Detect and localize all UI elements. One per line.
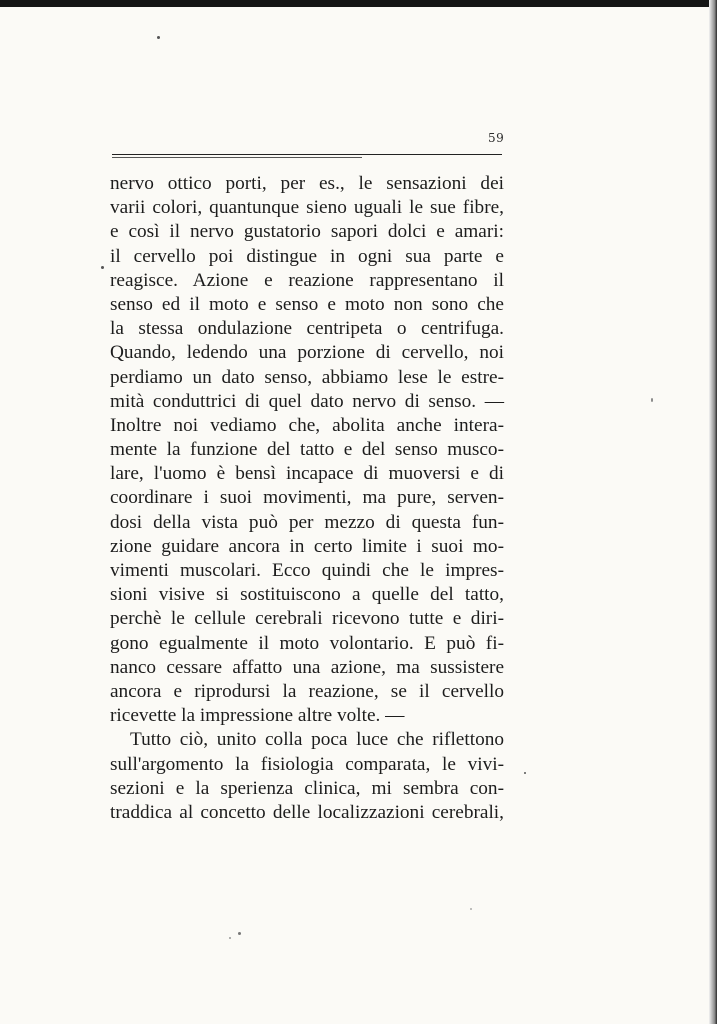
text-line: ancora e riprodursi la reazione, se il cervello <box>110 680 504 702</box>
header-rule <box>112 154 502 155</box>
text-line: mità conduttrici di quel dato nervo di senso. — <box>110 390 504 412</box>
page-top-edge <box>0 0 717 7</box>
text-line: sull'argomento la fisiologia comparata, le vivi- <box>110 753 504 775</box>
header-rule-shadow <box>112 157 362 158</box>
text-line: lare, l'uomo è bensì incapace di muoversi e di <box>110 463 504 485</box>
body-text <box>110 172 504 825</box>
paper-speck <box>651 398 653 402</box>
text-line: gono egualmente il moto volontario. E può fi- <box>110 632 504 654</box>
paper-speck <box>238 932 241 935</box>
text-line: Inoltre noi vediamo che, abolita anche intera- <box>110 414 504 436</box>
text-line: traddica al concetto delle localizzazioni cerebrali, <box>110 801 504 823</box>
text-line: Quando, ledendo una porzione di cervello, noi <box>110 342 504 364</box>
paper-speck <box>157 36 160 39</box>
paragraph-first-line: Tutto ciò, unito colla poca luce che riflettono <box>130 729 504 751</box>
text-line: e così il nervo gustatorio sapori dolci e amari: <box>110 221 504 243</box>
text-line: ricevette la impressione altre volte. — <box>110 705 405 727</box>
paper-speck <box>101 266 104 269</box>
text-line: coordinare i suoi movimenti, ma pure, serven- <box>110 487 504 509</box>
page-number: 59 <box>488 131 505 145</box>
text-line: nervo ottico porti, per es., le sensazioni dei <box>110 173 504 194</box>
page-right-edge <box>709 0 717 1024</box>
text-line: nanco cessare affatto una azione, ma sussistere <box>110 656 504 678</box>
text-line: zione guidare ancora in certo limite i suoi mo- <box>110 535 504 557</box>
text-line: perchè le cellule cerebrali ricevono tutte e diri- <box>110 608 504 630</box>
text-line: reagisce. Azione e reazione rappresentano il <box>110 269 504 291</box>
text-line: senso ed il moto e senso e moto non sono che <box>110 293 504 315</box>
text-line: la stessa ondulazione centripeta o centrifuga. <box>110 318 504 340</box>
text-line: sioni visive si sostituiscono a quelle del tatto, <box>110 584 504 606</box>
text-line: perdiamo un dato senso, abbiamo lese le estre- <box>110 366 504 388</box>
text-line: vimenti muscolari. Ecco quindi che le impres- <box>110 560 504 581</box>
text-line: mente la funzione del tatto e del senso musco- <box>110 439 504 461</box>
text-line: sezioni e la sperienza clinica, mi sembra con- <box>110 777 504 799</box>
text-line: varii colori, quantunque sieno uguali le sue fibre, <box>110 197 504 219</box>
text-line: il cervello poi distingue in ogni sua parte e <box>110 245 504 267</box>
paper-speck <box>470 908 472 910</box>
text-line: dosi della vista può per mezzo di questa fun- <box>110 511 504 533</box>
paper-speck <box>229 937 231 939</box>
paper-speck <box>524 772 526 774</box>
